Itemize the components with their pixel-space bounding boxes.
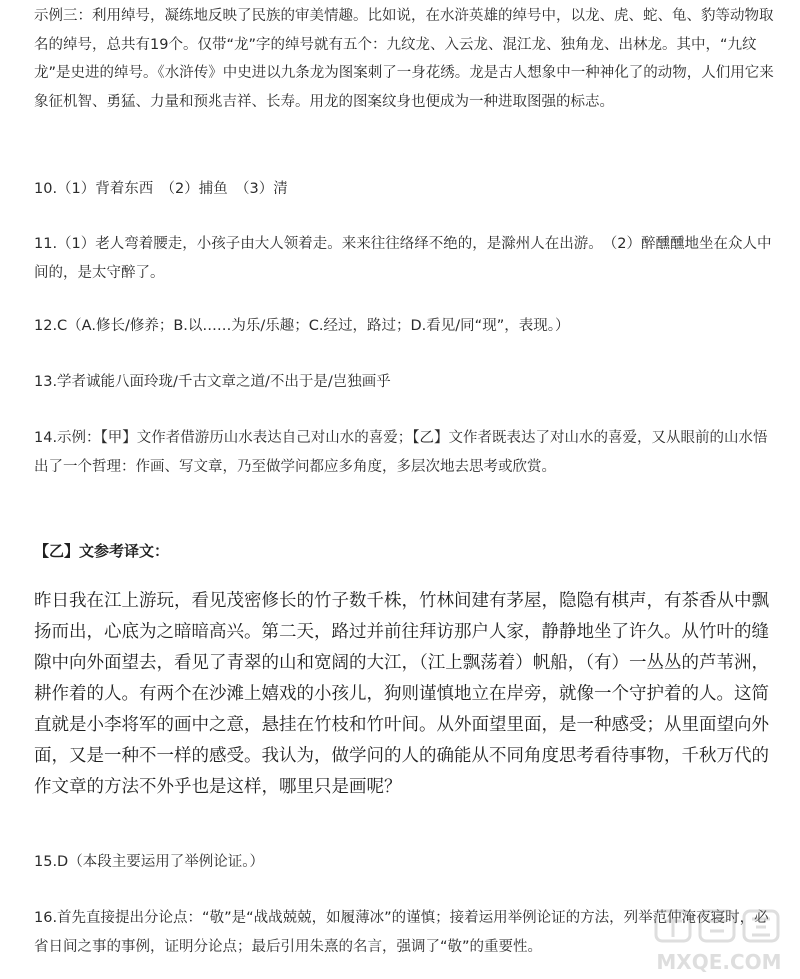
answer-12: [34, 312, 774, 341]
answer-10: [34, 175, 774, 204]
answer-13-text: 13.学者诚能八面玲珑/千古文章之道/不出于是/岂独画乎: [34, 374, 391, 390]
answer-15: [34, 848, 774, 877]
translation-text: 昨日我在江上游玩，看见茂密修长的竹子数千株，竹林间建有茅屋，隐隐有棋声，有茶香从中飘扬而出，心底为之暗暗高兴。第二天，路过并前往拜访那户人家，静静地坐了许久。从竹叶的缝隙中向外面望去，看见了青翠的山和宽阔的大江，（江上飘荡着）帆船，（有）一丛丛的芦苇洲，耕作着的人。有两个在沙滩上嬉戏的小孩儿，狗则谨慎地立在岸旁，就像一个守护着的人。这简直就是小李将军的画中之意，悬挂在竹枝和竹叶间。从外面望里面，是一种感受；从里面望向外面，又是一种不一样的感受。我认为，做学问的人的确能从不同角度思考看待事物，千秋万代的作文章的方法不外乎也是这样，哪里只是画呢？: [34, 591, 769, 797]
watermark-text: MXQE.COM: [656, 950, 782, 974]
answer-14: [34, 424, 774, 481]
answer-10-text: 10.（1）背着东西 （2）捕鱼 （3）清: [34, 181, 288, 197]
translation-heading-text: 【乙】文参考译文：: [34, 542, 170, 560]
translation-heading: [34, 537, 774, 565]
answer-16-text: 16.首先直接提出分论点：“敬”是“战战兢兢，如履薄冰”的谨慎；接着运用举例论证的方法，列举范仲淹夜寝时，必省日间之事的事例，证明分论点；最后引用朱熹的名言，强调了“敬”的重要性。: [34, 910, 769, 955]
answer-14-text: 14.示例：【甲】文作者借游历山水表达自己对山水的喜爱；【乙】文作者既表达了对山水的喜爱，又从眼前的山水悟出了一个哲理：作画、写文章，乃至做学问都应多角度，多层次地去思考或欣赏。: [34, 430, 768, 475]
answer-12-text: 12.C（A.修长/修养；B.以……为乐/乐趣；C.经过，路过；D.看见/同“现”，表现。）: [34, 318, 570, 334]
translation-paragraph: [34, 586, 774, 803]
watermark-logo-icon: [644, 907, 794, 977]
answer-11: [34, 230, 774, 287]
answer-13: [34, 368, 774, 397]
example-three-text: 示例三：利用绰号，凝练地反映了民族的审美情趣。比如说，在水浒英雄的绰号中，以龙、虎、蛇、龟、豹等动物取名的绰号，总共有19个。仅带“龙”字的绰号就有五个：九纹龙、入云龙、混江龙、独角龙、出林龙。其中，“九纹龙”是史进的绰号。《水浒传》中史进以九条龙为图案刺了一身花绣。龙是古人想象中一种神化了的动物，人们用它来象征机智、勇猛、力量和预兆吉祥、长寿。用龙的图案纹身也便成为一种进取图强的标志。: [34, 8, 774, 110]
answer-11-text: 11.（1）老人弯着腰走，小孩子由大人领着走。来来往往络绎不绝的，是滁州人在出游。 （2）醉醺醺地坐在众人中间的，是太守醉了。: [34, 236, 772, 281]
example-three-paragraph: [34, 2, 774, 116]
answer-15-text: 15.D（本段主要运用了举例论证。）: [34, 854, 264, 870]
